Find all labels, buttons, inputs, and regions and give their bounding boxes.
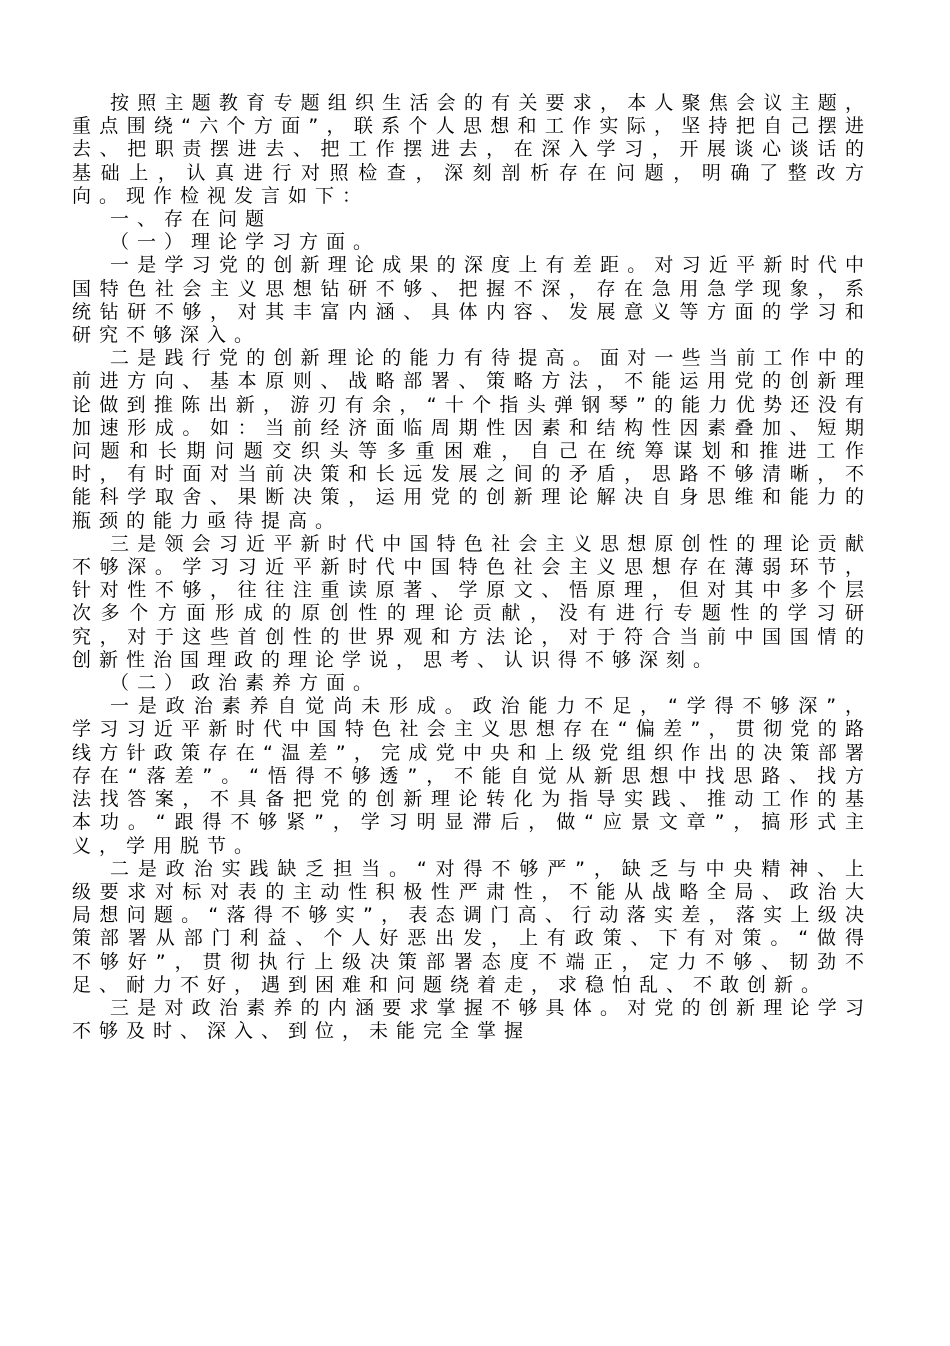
paragraph-political-1: 一是政治素养自觉尚未形成。政治能力不足，“学得不够深”，学习习近平新时代中国特色社会主义思想存在“偏差”，贯彻党的路线方针政策存在“温差”，完成党中央和上级党组织作出的决策部署存在“落差”。“悟得不够透”，不能自觉从新思想中找思路、找方法找答案，不具备把党的创新理论转化为指导实践、推动工作的基本功。“跟得不够紧”，学习明显滞后，做“应景文章”，搞形式主义，学用脱节。 bbox=[72, 695, 872, 857]
subsection-heading-political: （二）政治素养方面。 bbox=[110, 672, 381, 695]
paragraph-theory-1: 一是学习党的创新理论成果的深度上有差距。对习近平新时代中国特色社会主义思想钻研不够、把握不深，存在急用急学现象，系统钻研不够，对其丰富内涵、具体内容、发展意义等方面的学习和研究不够深入。 bbox=[72, 254, 872, 347]
section-heading-problems: 一、存在问题 bbox=[110, 208, 273, 231]
paragraph-theory-3: 三是领会习近平新时代中国特色社会主义思想原创性的理论贡献不够深。学习习近平新时代中国特色社会主义思想存在薄弱环节，针对性不够，往往注重读原著、学原文、悟原理，但对其中多个层次多个方面形成的原创性的理论贡献，没有进行专题性的学习研究，对于这些首创性的世界观和方法论，对于符合当前中国国情的创新性治国理政的理论学说，思考、认识得不够深刻。 bbox=[72, 532, 872, 671]
paragraph-theory-2: 二是践行党的创新理论的能力有待提高。面对一些当前工作中的前进方向、基本原则、战略部署、策略方法，不能运用党的创新理论做到推陈出新，游刃有余，“十个指头弹钢琴”的能力优势还没有加速形成。如：当前经济面临周期性因素和结构性因素叠加、短期问题和长期问题交织头等多重困难，自己在统筹谋划和推进工作时，有时面对当前决策和长远发展之间的矛盾，思路不够清晰，不能科学取舍、果断决策，运用党的创新理论解决自身思维和能力的瓶颈的能力亟待提高。 bbox=[72, 347, 872, 532]
document-body bbox=[72, 92, 872, 1043]
paragraph-intro: 按照主题教育专题组织生活会的有关要求，本人聚焦会议主题，重点围绕“六个方面”，联系个人思想和工作实际，坚持把自己摆进去、把职责摆进去、把工作摆进去，在深入学习，开展谈心谈话的基础上，认真进行对照检查，深刻剖析存在问题，明确了整改方向。现作检视发言如下： bbox=[72, 92, 872, 207]
paragraph-political-3: 三是对政治素养的内涵要求掌握不够具体。对党的创新理论学习不够及时、深入、到位，未能完全掌握 bbox=[72, 996, 872, 1043]
subsection-heading-theory: （一）理论学习方面。 bbox=[110, 231, 381, 254]
paragraph-political-2: 二是政治实践缺乏担当。“对得不够严”，缺乏与中央精神、上级要求对标对表的主动性积极性严肃性，不能从战略全局、政治大局想问题。“落得不够实”，表态调门高、行动落实差，落实上级决策部署从部门利益、个人好恶出发，上有政策、下有对策。“做得不够好”，贯彻执行上级决策部署态度不端正，定力不够、韧劲不足、耐力不好，遇到困难和问题绕着走，求稳怕乱、不敢创新。 bbox=[72, 857, 872, 996]
